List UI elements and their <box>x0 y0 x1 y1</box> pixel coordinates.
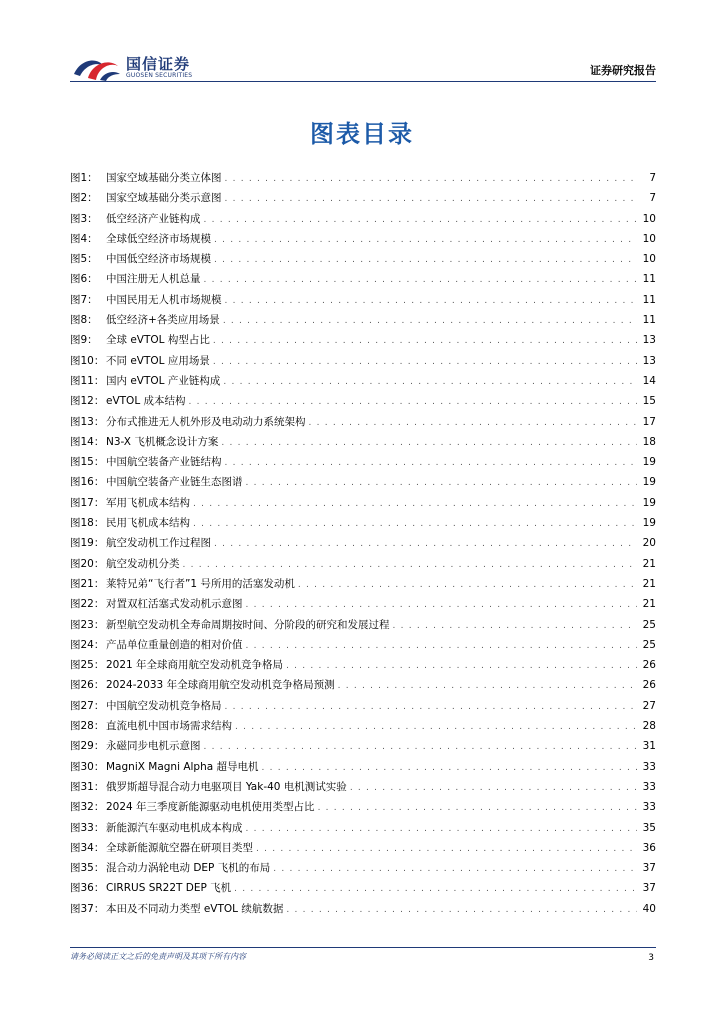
report-type-label: 证券研究报告 <box>590 64 656 77</box>
toc-entry-label: 图10： <box>70 354 105 367</box>
toc-entry-title: 新型航空发动机全寿命周期按时间、分阶段的研究和发展过程 <box>106 618 390 631</box>
toc-dot-leader <box>246 824 638 834</box>
toc-entry-page: 14 <box>642 374 656 387</box>
toc-entry-title: 对置双杠活塞式发动机示意图 <box>106 598 243 611</box>
toc-dot-leader <box>298 580 637 590</box>
toc-entry-label: 图32： <box>70 801 105 814</box>
toc-entry-label: 图2： <box>70 192 98 205</box>
toc-entry-label: 图6： <box>70 273 98 286</box>
toc-dot-leader <box>204 215 638 225</box>
toc-entry[interactable] <box>70 677 656 697</box>
toc-entry-page: 20 <box>642 537 656 550</box>
toc-entry-label: 图25： <box>70 659 105 672</box>
toc-entry-title: 新能源汽车驱动电机成本构成 <box>106 821 243 834</box>
toc-entry-title: 民用飞机成本结构 <box>106 517 190 530</box>
toc-entry-title: 中国民用无人机市场规模 <box>106 293 222 306</box>
toc-entry[interactable] <box>70 231 656 251</box>
page-title: 图表目录 <box>310 120 414 148</box>
toc-dot-leader <box>225 702 638 712</box>
toc-entry[interactable] <box>70 393 656 413</box>
toc-entry[interactable] <box>70 840 656 860</box>
toc-entry-label: 图34： <box>70 841 105 854</box>
toc-entry-label: 图35： <box>70 862 105 875</box>
disclaimer-text: 请务必阅读正文之后的免责声明及其项下所有内容 <box>70 952 246 961</box>
toc-entry[interactable] <box>70 556 656 576</box>
toc-entry-title: 航空发动机分类 <box>106 557 180 570</box>
toc-entry-label: 图30： <box>70 760 105 773</box>
toc-entry-title: 国家空域基础分类示意图 <box>106 192 222 205</box>
toc-dot-leader <box>223 377 637 387</box>
toc-entry-title: CIRRUS SR22T DEP 飞机 <box>106 882 232 895</box>
toc-entry-label: 图9： <box>70 334 98 347</box>
toc-entry-page: 26 <box>642 679 656 692</box>
toc-dot-leader <box>213 336 637 346</box>
toc-entry-page: 19 <box>642 456 656 469</box>
toc-entry-page: 10 <box>642 212 656 225</box>
toc-dot-leader <box>214 235 637 245</box>
toc-dot-leader <box>246 478 638 488</box>
toc-entry-label: 图12： <box>70 395 105 408</box>
toc-dot-leader <box>225 296 638 306</box>
toc-entry-label: 图15： <box>70 456 105 469</box>
toc-entry-title: eVTOL 成本结构 <box>106 395 186 408</box>
toc-dot-leader <box>204 742 638 752</box>
toc-entry-page: 36 <box>642 841 656 854</box>
toc-entry-label: 图20： <box>70 557 105 570</box>
toc-entry-page: 13 <box>642 354 656 367</box>
logo-text-cn: 国信证券 <box>126 55 191 73</box>
toc-entry-page: 10 <box>642 253 656 266</box>
toc-entry-page: 25 <box>642 618 656 631</box>
toc-entry[interactable] <box>70 251 656 271</box>
toc-dot-leader <box>221 438 637 448</box>
toc-dot-leader <box>318 803 637 813</box>
toc-entry[interactable] <box>70 779 656 799</box>
toc-entry-label: 图29： <box>70 740 105 753</box>
toc-entry-label: 图21： <box>70 577 105 590</box>
toc-entry[interactable] <box>70 332 656 352</box>
toc-entry-page: 26 <box>642 659 656 672</box>
toc-entry[interactable] <box>70 474 656 494</box>
toc-dot-leader <box>213 357 637 367</box>
toc-entry-label: 图28： <box>70 720 105 733</box>
toc-entry-page: 11 <box>642 273 656 286</box>
toc-entry-label: 图5： <box>70 253 98 266</box>
toc-dot-leader <box>193 499 637 509</box>
toc-entry-label: 图26： <box>70 679 105 692</box>
toc-dot-leader <box>225 194 638 204</box>
header-divider <box>70 81 656 82</box>
toc-entry-label: 图14： <box>70 435 105 448</box>
toc-dot-leader <box>286 661 637 671</box>
toc-dot-leader <box>225 458 638 468</box>
toc-entry-page: 21 <box>642 557 656 570</box>
toc-entry[interactable] <box>70 901 656 921</box>
toc-entry[interactable] <box>70 820 656 840</box>
toc-entry-label: 图22： <box>70 598 105 611</box>
toc-entry-label: 图19： <box>70 537 105 550</box>
toc-entry[interactable] <box>70 880 656 900</box>
toc-entry-label: 图24： <box>70 638 105 651</box>
toc-entry-label: 图36： <box>70 882 105 895</box>
toc-entry-title: 俄罗斯超导混合动力电驱项目 Yak-40 电机测试实验 <box>106 780 347 793</box>
toc-entry-label: 图23： <box>70 618 105 631</box>
toc-dot-leader <box>309 418 638 428</box>
toc-entry-label: 图11： <box>70 374 105 387</box>
logo-text-en: GUOSEN SECURITIES <box>126 72 193 79</box>
toc-entry-page: 40 <box>642 902 656 915</box>
toc-entry-title: 产品单位重量创造的相对价值 <box>106 638 243 651</box>
toc-entry-page: 18 <box>642 435 656 448</box>
toc-entry[interactable] <box>70 718 656 738</box>
toc-entry-label: 图37： <box>70 902 105 915</box>
toc-entry-title: 中国航空装备产业链结构 <box>106 456 222 469</box>
toc-entry[interactable] <box>70 657 656 677</box>
toc-entry-page: 7 <box>649 192 656 205</box>
toc-entry-page: 10 <box>642 232 656 245</box>
toc-entry-label: 图18： <box>70 517 105 530</box>
toc-entry[interactable] <box>70 576 656 596</box>
toc-entry-label: 图33： <box>70 821 105 834</box>
toc-dot-leader <box>246 641 638 651</box>
toc-entry-page: 11 <box>642 293 656 306</box>
toc-entry-title: 分布式推进无人机外形及电动动力系统架构 <box>106 415 306 428</box>
toc-entry-title: 全球新能源航空器在研项目类型 <box>106 841 253 854</box>
toc-dot-leader <box>235 722 637 732</box>
toc-dot-leader <box>338 681 637 691</box>
page-number: 3 <box>648 953 654 963</box>
toc-dot-leader <box>225 174 638 184</box>
toc-entry-page: 21 <box>642 598 656 611</box>
toc-dot-leader <box>214 255 637 265</box>
toc-entry-title: 直流电机中国市场需求结构 <box>106 720 232 733</box>
toc-entry-title: 不同 eVTOL 应用场景 <box>106 354 210 367</box>
toc-entry-page: 25 <box>642 638 656 651</box>
toc-dot-leader <box>393 621 638 631</box>
toc-entry-title: 国内 eVTOL 产业链构成 <box>106 374 221 387</box>
toc-entry-page: 28 <box>642 720 656 733</box>
toc-dot-leader <box>189 397 637 407</box>
toc-entry-title: 中国注册无人机总量 <box>106 273 201 286</box>
toc-entry[interactable] <box>70 495 656 515</box>
toc-entry-title: 莱特兄弟“飞行者”1 号所用的活塞发动机 <box>106 577 295 590</box>
toc-entry-title: 低空经济+各类应用场景 <box>106 314 220 327</box>
toc-entry[interactable] <box>70 759 656 779</box>
toc-entry-title: 中国航空装备产业链生态图谱 <box>106 476 243 489</box>
toc-entry-page: 7 <box>649 172 656 184</box>
toc-entry[interactable] <box>70 454 656 474</box>
toc-entry[interactable] <box>70 312 656 332</box>
toc-entry[interactable] <box>70 414 656 434</box>
toc-entry[interactable] <box>70 535 656 555</box>
toc-entry-page: 33 <box>642 760 656 773</box>
toc-dot-leader <box>262 763 637 773</box>
toc-entry-label: 图16： <box>70 476 105 489</box>
toc-entry[interactable] <box>70 617 656 637</box>
toc-dot-leader <box>183 560 638 570</box>
footer-divider <box>70 947 656 948</box>
toc-entry-title: 全球 eVTOL 构型占比 <box>106 334 210 347</box>
toc-entry-title: 混合动力涡轮电动 DEP 飞机的布局 <box>106 862 271 875</box>
toc-entry-label: 图3： <box>70 212 98 225</box>
toc-entry-title: 军用飞机成本结构 <box>106 496 190 509</box>
toc-entry[interactable] <box>70 596 656 616</box>
toc-entry-page: 33 <box>642 801 656 814</box>
toc-dot-leader <box>350 783 637 793</box>
toc-entry-title: 航空发动机工作过程图 <box>106 537 211 550</box>
toc-entry[interactable] <box>70 190 656 210</box>
toc-entry-page: 11 <box>642 314 656 327</box>
toc-dot-leader <box>234 884 637 894</box>
toc-entry-label: 图13： <box>70 415 105 428</box>
toc-entry-title: 2021 年全球商用航空发动机竞争格局 <box>106 659 284 672</box>
toc-entry[interactable] <box>70 170 656 190</box>
toc-entry-label: 图17： <box>70 496 105 509</box>
toc-entry[interactable] <box>70 292 656 312</box>
toc-entry[interactable] <box>70 738 656 758</box>
toc-dot-leader <box>223 316 637 326</box>
guosen-logo-icon <box>70 52 122 82</box>
toc-entry-title: MagniX Magni Alpha 超导电机 <box>106 760 259 773</box>
toc-entry-label: 图31： <box>70 780 105 793</box>
toc-entry-title: 中国航空发动机竞争格局 <box>106 699 222 712</box>
toc-entry[interactable] <box>70 515 656 535</box>
toc-entry[interactable] <box>70 373 656 393</box>
toc-entry[interactable] <box>70 637 656 657</box>
toc-entry-page: 37 <box>642 882 656 895</box>
toc-entry-page: 19 <box>642 517 656 530</box>
toc-entry[interactable] <box>70 860 656 880</box>
toc-dot-leader <box>273 864 637 874</box>
toc-dot-leader <box>204 275 638 285</box>
toc-entry-title: 中国低空经济市场规模 <box>106 253 211 266</box>
figure-table-of-contents <box>70 170 656 921</box>
toc-entry-page: 19 <box>642 476 656 489</box>
toc-entry-page: 19 <box>642 496 656 509</box>
toc-entry-page: 37 <box>642 862 656 875</box>
toc-dot-leader <box>193 519 637 529</box>
toc-entry-title: N3-X 飞机概念设计方案 <box>106 435 219 448</box>
toc-entry[interactable] <box>70 353 656 373</box>
toc-dot-leader <box>246 600 638 610</box>
toc-entry-page: 17 <box>642 415 656 428</box>
toc-entry-label: 图7： <box>70 293 98 306</box>
toc-dot-leader <box>214 539 637 549</box>
toc-entry-label: 图4： <box>70 232 98 245</box>
toc-entry-page: 13 <box>642 334 656 347</box>
toc-entry-title: 低空经济产业链构成 <box>106 212 201 225</box>
toc-entry[interactable] <box>70 211 656 231</box>
toc-entry-label: 图27： <box>70 699 105 712</box>
toc-entry-page: 27 <box>642 699 656 712</box>
toc-entry-page: 33 <box>642 780 656 793</box>
toc-entry-title: 2024 年三季度新能源驱动电机使用类型占比 <box>106 801 315 814</box>
toc-entry-page: 31 <box>642 740 656 753</box>
toc-entry[interactable] <box>70 434 656 454</box>
toc-entry-title: 全球低空经济市场规模 <box>106 232 211 245</box>
toc-entry-title: 2024-2033 年全球商用航空发动机竞争格局预测 <box>106 679 335 692</box>
toc-entry-page: 35 <box>642 821 656 834</box>
toc-entry-page: 15 <box>642 395 656 408</box>
toc-entry-title: 永磁同步电机示意图 <box>106 740 201 753</box>
toc-dot-leader <box>256 844 637 854</box>
toc-entry[interactable] <box>70 271 656 291</box>
toc-entry-label: 图8： <box>70 314 98 327</box>
toc-entry-title: 国家空域基础分类立体图 <box>106 172 222 184</box>
toc-entry-page: 21 <box>642 577 656 590</box>
toc-entry[interactable] <box>70 799 656 819</box>
toc-entry[interactable] <box>70 698 656 718</box>
toc-entry-label: 图1： <box>70 172 98 184</box>
toc-dot-leader <box>286 905 637 915</box>
toc-entry-title: 本田及不同动力类型 eVTOL 续航数据 <box>106 902 284 915</box>
